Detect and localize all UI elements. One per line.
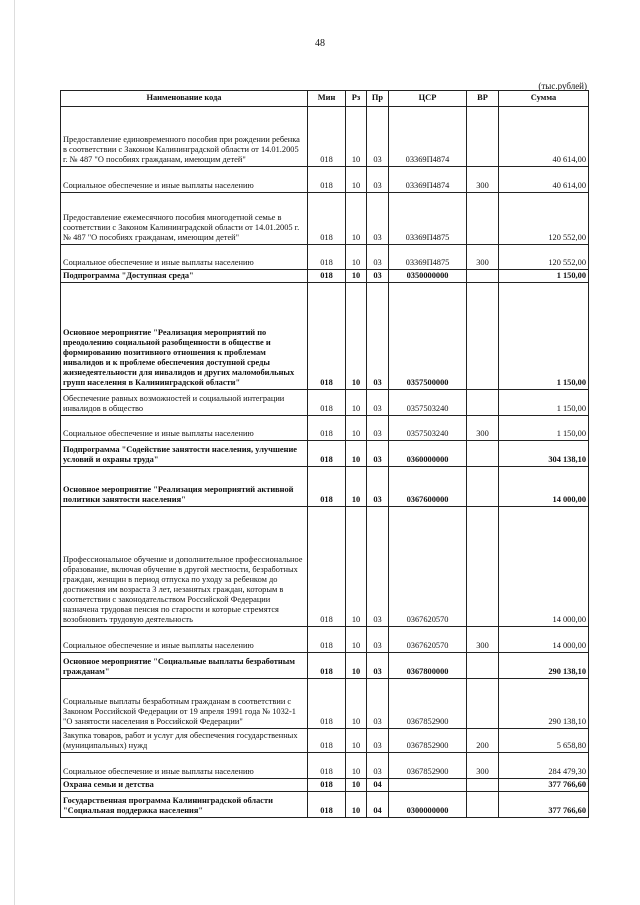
cell-vr [467,467,499,507]
table-row [61,792,589,818]
cell-vr: 300 [467,627,499,653]
cell-sum: 120 552,00 [499,193,589,245]
cell-pr: 03 [367,679,389,729]
cell-rz: 10 [346,753,367,779]
cell-pr: 03 [367,390,389,416]
cell-min: 018 [308,270,346,283]
cell-sum: 120 552,00 [499,245,589,270]
cell-pr: 03 [367,467,389,507]
cell-vr [467,441,499,467]
header-pr: Пр [367,91,389,107]
cell-csr: 0367620570 [389,507,467,627]
cell-sum: 290 138,10 [499,653,589,679]
cell-pr: 04 [367,792,389,818]
table-row [61,283,589,390]
cell-csr: 0357503240 [389,416,467,441]
cell-rz: 10 [346,653,367,679]
cell-sum: 5 658,80 [499,729,589,753]
table-row [61,107,589,167]
cell-sum: 304 138,10 [499,441,589,467]
cell-sum: 40 614,00 [499,167,589,193]
cell-vr: 300 [467,167,499,193]
cell-rz: 10 [346,416,367,441]
cell-vr [467,270,499,283]
cell-min: 018 [308,792,346,818]
budget-table [60,90,589,818]
cell-pr: 03 [367,167,389,193]
table-row [61,679,589,729]
cell-min: 018 [308,627,346,653]
cell-rz: 10 [346,729,367,753]
table-row [61,653,589,679]
cell-min: 018 [308,679,346,729]
cell-csr: 0367852900 [389,729,467,753]
cell-csr: 0367800000 [389,653,467,679]
cell-min: 018 [308,441,346,467]
header-csr: ЦСР [389,91,467,107]
cell-csr: 0367852900 [389,753,467,779]
cell-rz: 10 [346,467,367,507]
cell-vr [467,193,499,245]
cell-sum: 1 150,00 [499,270,589,283]
cell-csr: 0360000000 [389,441,467,467]
cell-csr: 03369П4874 [389,107,467,167]
cell-min: 018 [308,653,346,679]
cell-name: Профессиональное обучение и дополнительное профессиональное образование, включая обучение в другой местности, безработных граждан, женщин в период отпуска по уходу за ребенком до достижения им возраста 3 лет, незанятых граждан, которым в соответствии с законодательством Российской Федерации назначена трудовая пенсия по старости и которые стремятся возобновить трудовую деятельность [61,507,308,627]
cell-vr [467,390,499,416]
cell-min: 018 [308,167,346,193]
cell-pr: 03 [367,283,389,390]
cell-min: 018 [308,283,346,390]
cell-vr: 300 [467,245,499,270]
cell-min: 018 [308,107,346,167]
header-min: Мин [308,91,346,107]
cell-pr: 04 [367,779,389,792]
cell-name: Закупка товаров, работ и услуг для обеспечения государственных (муниципальных) нужд [61,729,308,753]
cell-min: 018 [308,245,346,270]
cell-vr [467,107,499,167]
table-row [61,416,589,441]
cell-name: Социальное обеспечение и иные выплаты населению [61,416,308,441]
cell-name: Социальное обеспечение и иные выплаты населению [61,753,308,779]
table-row [61,245,589,270]
cell-rz: 10 [346,441,367,467]
cell-rz: 10 [346,679,367,729]
cell-rz: 10 [346,167,367,193]
cell-pr: 03 [367,507,389,627]
cell-name: Основное мероприятие "Реализация мероприятий по преодолению социальной разобщенности в обществе и формированию позитивного отношения к проблемам инвалидов и к проблеме обеспечения доступной среды жизнедеятельности для инвалидов и других маломобильных групп населения в Калининградской области" [61,283,308,390]
cell-sum: 14 000,00 [499,507,589,627]
cell-pr: 03 [367,245,389,270]
cell-csr: 0357503240 [389,390,467,416]
cell-rz: 10 [346,245,367,270]
cell-sum: 284 479,30 [499,753,589,779]
cell-rz: 10 [346,627,367,653]
cell-sum: 1 150,00 [499,416,589,441]
cell-name: Социальное обеспечение и иные выплаты населению [61,627,308,653]
cell-name: Основное мероприятие "Реализация мероприятий активной политики занятости населения" [61,467,308,507]
cell-sum: 290 138,10 [499,679,589,729]
units-label: (тыс.рублей) [538,81,587,91]
cell-pr: 03 [367,416,389,441]
cell-rz: 10 [346,390,367,416]
cell-name: Социальное обеспечение и иные выплаты населению [61,167,308,193]
cell-sum: 377 766,60 [499,779,589,792]
cell-rz: 10 [346,792,367,818]
cell-csr: 03369П4875 [389,245,467,270]
cell-vr: 300 [467,416,499,441]
table-row [61,779,589,792]
table-row [61,753,589,779]
cell-name: Основное мероприятие "Социальные выплаты безработным гражданам" [61,653,308,679]
cell-name: Государственная программа Калининградской области "Социальная поддержка населения" [61,792,308,818]
cell-vr [467,792,499,818]
cell-pr: 03 [367,653,389,679]
cell-min: 018 [308,193,346,245]
cell-vr [467,779,499,792]
cell-rz: 10 [346,107,367,167]
cell-pr: 03 [367,753,389,779]
cell-csr: 03369П4875 [389,193,467,245]
cell-vr [467,653,499,679]
scan-edge [14,0,15,905]
cell-vr [467,679,499,729]
table-row [61,441,589,467]
table-row [61,467,589,507]
cell-name: Обеспечение равных возможностей и социальной интеграции инвалидов в общество [61,390,308,416]
header-vr: ВР [467,91,499,107]
cell-min: 018 [308,779,346,792]
cell-name: Социальное обеспечение и иные выплаты населению [61,245,308,270]
cell-min: 018 [308,390,346,416]
header-name: Наименование кода [61,91,308,107]
cell-csr: 0367600000 [389,467,467,507]
cell-csr [389,779,467,792]
table-row [61,270,589,283]
cell-sum: 1 150,00 [499,390,589,416]
cell-csr: 0357500000 [389,283,467,390]
cell-pr: 03 [367,107,389,167]
table-row [61,193,589,245]
table-row [61,167,589,193]
table-row [61,507,589,627]
table-row [61,390,589,416]
cell-vr: 200 [467,729,499,753]
cell-sum: 377 766,60 [499,792,589,818]
cell-csr: 0367620570 [389,627,467,653]
cell-min: 018 [308,753,346,779]
cell-min: 018 [308,507,346,627]
cell-vr: 300 [467,753,499,779]
cell-vr [467,283,499,390]
page-number: 48 [315,38,325,49]
cell-name: Подпрограмма "Содействие занятости населения, улучшение условий и охраны труда" [61,441,308,467]
cell-vr [467,507,499,627]
cell-sum: 1 150,00 [499,283,589,390]
cell-rz: 10 [346,507,367,627]
cell-sum: 40 614,00 [499,107,589,167]
cell-csr: 0367852900 [389,679,467,729]
cell-name: Предоставление ежемесячного пособия многодетной семье в соответствии с Законом Калининградской области от 14.01.2005 г. № 487 "О пособиях гражданам, имеющим детей" [61,193,308,245]
table-header-row [61,91,589,107]
cell-rz: 10 [346,270,367,283]
cell-min: 018 [308,416,346,441]
cell-min: 018 [308,467,346,507]
cell-min: 018 [308,729,346,753]
cell-sum: 14 000,00 [499,467,589,507]
cell-pr: 03 [367,193,389,245]
cell-pr: 03 [367,729,389,753]
cell-rz: 10 [346,779,367,792]
cell-csr: 03369П4874 [389,167,467,193]
cell-name: Социальные выплаты безработным гражданам в соответствии с Законом Российской Федерации от 19 апреля 1991 года № 1032-1 "О занятости населения в Российской Федерации" [61,679,308,729]
cell-sum: 14 000,00 [499,627,589,653]
table-row [61,627,589,653]
cell-name: Подпрограмма "Доступная среда" [61,270,308,283]
cell-rz: 10 [346,193,367,245]
table-row [61,729,589,753]
header-rz: Рз [346,91,367,107]
cell-rz: 10 [346,283,367,390]
cell-pr: 03 [367,441,389,467]
cell-name: Охрана семьи и детства [61,779,308,792]
cell-pr: 03 [367,627,389,653]
cell-name: Предоставление единовременного пособия при рождении ребенка в соответствии с Законом Калининградской области от 14.01.2005 г. № 487 "О пособиях гражданам, имеющим детей" [61,107,308,167]
cell-csr: 0300000000 [389,792,467,818]
header-sum: Сумма [499,91,589,107]
cell-csr: 0350000000 [389,270,467,283]
cell-pr: 03 [367,270,389,283]
